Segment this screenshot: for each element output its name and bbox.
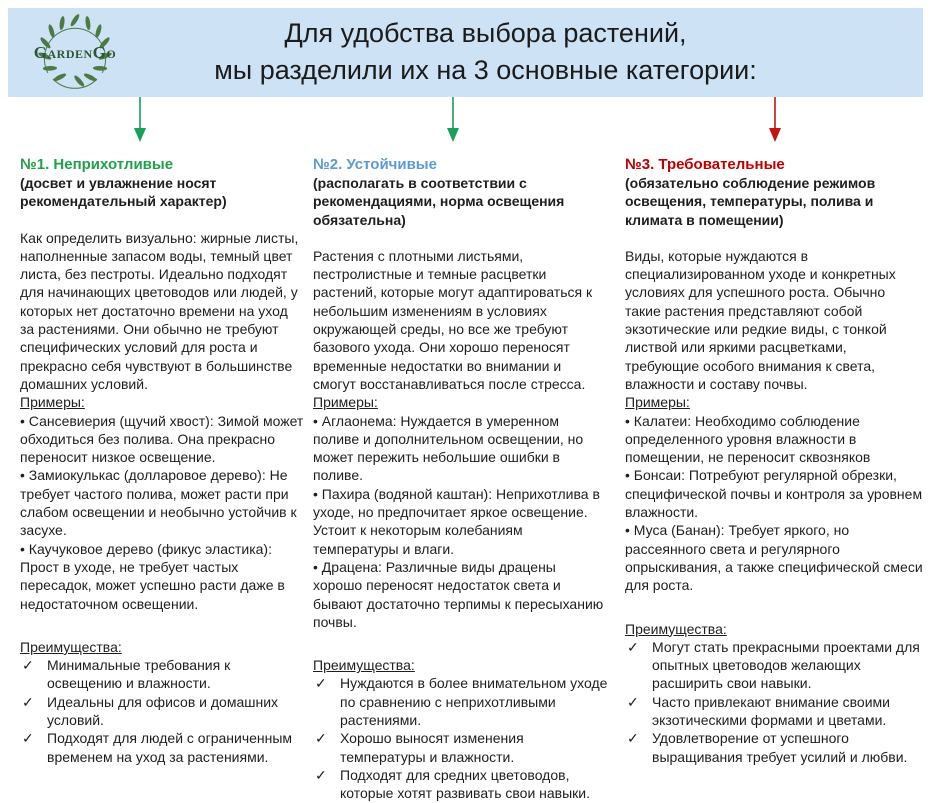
advantage-text: Подходят для людей с ограниченным временем на уход за растениями.	[47, 730, 293, 765]
bullet-icon: •	[20, 467, 29, 484]
examples-label: Примеры:	[20, 394, 85, 411]
example-item	[20, 466, 305, 539]
category-subtitle: (досвет и увлажнение носят рекомендательный характер)	[20, 175, 227, 210]
example-item	[20, 540, 305, 613]
examples-label: Примеры:	[625, 394, 690, 411]
checkmark-icon: ✓	[315, 675, 327, 692]
example-text: Драцена: Различные виды драцены хорошо переносят недостаток света и бывают достаточно терпимы к пересыханию почвы.	[313, 558, 604, 630]
example-item	[20, 412, 305, 467]
advantage-item	[313, 674, 608, 729]
category-title: №3. Требовательные	[625, 156, 785, 173]
examples-list	[20, 412, 305, 613]
advantage-item	[20, 656, 305, 693]
advantage-text: Хорошо выносят изменения температуры и влажности.	[340, 730, 524, 765]
bullet-icon: •	[313, 485, 322, 502]
example-text: Пахира (водяной каштан): Неприхотлива в уходе, но предпочитает яркое освещение. Устоит к некоторым колебаниям температуры и влаги.	[313, 485, 600, 557]
bullet-icon: •	[20, 540, 29, 557]
advantage-item	[313, 729, 608, 766]
category-description: Виды, которые нуждаются в специализированном уходе и конкретных условиях для успешного роста. Обычно такие растения представляют собой экзотические или редкие виды, с тонкой листвой или яркими расцветками, требующие особого внимания к света, влажности и составу почвы.	[625, 247, 896, 392]
checkmark-icon: ✓	[627, 638, 639, 655]
advantages-label: Преимущества:	[313, 657, 415, 674]
category-column-demanding	[625, 155, 923, 766]
example-item	[625, 521, 923, 594]
category-column-unpretentious	[20, 155, 305, 766]
example-item	[625, 412, 923, 467]
examples-list	[625, 412, 923, 595]
category-subtitle: (обязательно соблюдение режимов освещения, температуры, полива и климата в помещении)	[625, 175, 876, 228]
example-text: Аглаонема: Нуждается в умеренном поливе и дополнительном освещении, но может пережить небольшие ошибки в поливе.	[313, 412, 584, 484]
advantage-item	[20, 693, 305, 730]
example-item	[313, 558, 608, 631]
advantage-text: Нуждаются в более внимательном уходе по сравнению с неприхотливыми растениями.	[340, 675, 608, 729]
checkmark-icon: ✓	[315, 766, 327, 783]
bullet-icon: •	[313, 558, 322, 575]
advantages-list	[20, 656, 305, 766]
example-text: Муса (Банан): Требует яркого, но рассеянного света и регулярного опрыскивания, а также специфической смеси для роста.	[625, 522, 923, 594]
logo-text: GardenGo	[33, 42, 117, 62]
checkmark-icon: ✓	[22, 657, 34, 674]
bullet-icon: •	[313, 412, 322, 429]
down-arrow-icon	[133, 97, 147, 143]
category-title: №1. Неприхотливые	[20, 156, 174, 173]
bullet-icon: •	[625, 467, 634, 484]
example-text: Сансевиерия (щучий хвост): Зимой может обходиться без полива. Она прекрасно переносит низкое освещение.	[20, 412, 304, 466]
connector-arrows	[0, 97, 933, 155]
advantage-item	[313, 766, 608, 803]
advantage-text: Подходят для средних цветоводов, которые хотят развивать свои навыки.	[340, 766, 591, 802]
category-description: Как определить визуально: жирные листы, наполненные запасом воды, темный цвет листа, без пестроты. Идеально подходят для начинающих цветоводов или людей, у которых нет достаточно времени на уход за растениями. Они обычно не требуют специфических условий для роста и прекрасно себя чувствуют в большинстве домашних условий.	[20, 229, 299, 392]
advantage-text: Могут стать прекрасными проектами для опытных цветоводов желающих расширить свои навыки.	[652, 638, 920, 692]
down-arrow-icon	[446, 97, 460, 143]
example-item	[313, 412, 608, 485]
checkmark-icon: ✓	[315, 730, 327, 747]
advantage-item	[625, 729, 923, 766]
example-text: Каучуковое дерево (фикус эластика): Прост в уходе, не требует частых пересадок, может успешно расти даже в недостаточном освещении.	[20, 540, 285, 612]
example-text: Замиокулькас (долларовое дерево): Не требует частого полива, может расти при слабом освещении и необычно устойчив к засухе.	[20, 467, 297, 539]
category-description: Растения с плотными листьями, пестролистные и темные расцветки растений, которые могут адаптироваться к небольшим изменениям в условиях окружающей среды, но все же требуют базового ухода. Они хорошо переносят временные недостатки во внимании и смогут восстанавливаться после стресса.	[313, 247, 593, 392]
advantage-text: Удовлетворение от успешного выращивания требует усилий и любви.	[652, 730, 908, 765]
bullet-icon: •	[625, 412, 634, 429]
advantage-text: Минимальные требования к освещению и влажности.	[47, 657, 231, 692]
down-arrow-icon	[768, 97, 782, 143]
example-text: Бонсаи: Потребуют регулярной обрезки, специфической почвы и контроля за уровнем влажности.	[625, 467, 923, 521]
advantages-list	[625, 638, 923, 766]
page-title-line-2: мы разделили их на 3 основные категории:	[214, 55, 757, 85]
advantage-item	[625, 693, 923, 730]
examples-list	[313, 412, 608, 632]
checkmark-icon: ✓	[22, 693, 34, 710]
advantages-label: Преимущества:	[625, 620, 727, 637]
header-banner	[8, 8, 923, 97]
advantage-item	[625, 638, 923, 693]
advantage-item	[20, 729, 305, 766]
advantage-text: Часто привлекают внимание своими экзотическими формами и цветами.	[652, 693, 890, 729]
example-item	[313, 485, 608, 558]
category-subtitle: (располагать в соответствии с рекомендациями, норма освещения обязательна)	[313, 175, 565, 228]
categories-columns	[20, 155, 923, 803]
category-column-resilient	[313, 155, 608, 803]
example-item	[625, 466, 923, 521]
page-title-line-1: Для удобства выбора растений,	[284, 18, 687, 48]
checkmark-icon: ✓	[627, 730, 639, 747]
checkmark-icon: ✓	[627, 693, 639, 710]
advantages-list	[313, 674, 608, 802]
category-title: №2. Устойчивые	[313, 156, 437, 173]
checkmark-icon: ✓	[22, 730, 34, 747]
bullet-icon: •	[20, 412, 29, 429]
advantage-text: Идеальны для офисов и домашних условий.	[47, 693, 279, 729]
advantages-label: Преимущества:	[20, 638, 122, 655]
page-title	[68, 15, 903, 89]
bullet-icon: •	[625, 522, 634, 539]
example-text: Калатеи: Необходимо соблюдение определенного уровня влажности в помещении, не переносит сквозняков	[625, 412, 871, 466]
examples-label: Примеры:	[313, 394, 378, 411]
